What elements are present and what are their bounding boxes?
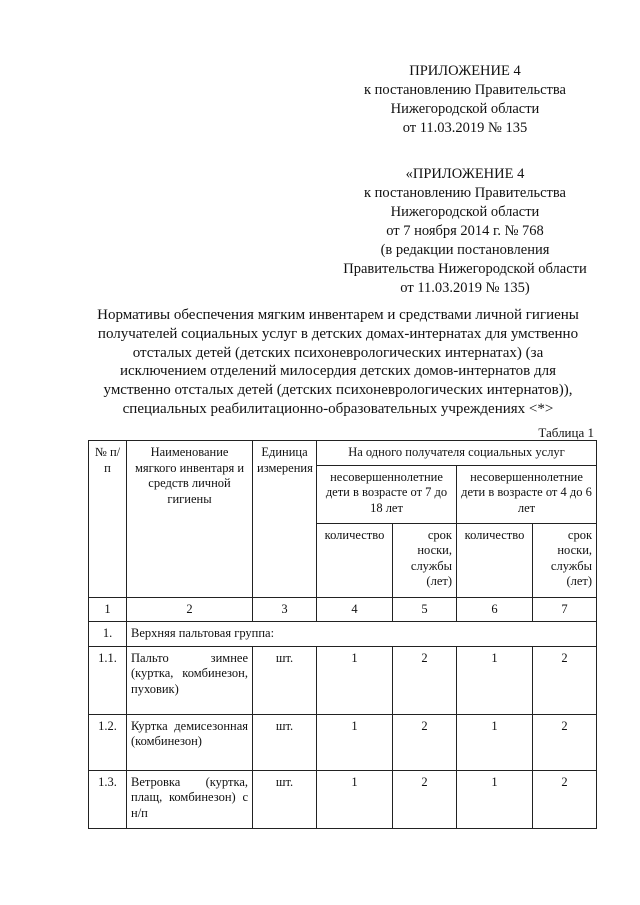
row-qty-4-6: 1 (457, 714, 533, 770)
appendix-title: ПРИЛОЖЕНИЕ 4 (409, 63, 521, 79)
row-unit: шт. (253, 770, 317, 828)
appendix-line: Нижегородской области (390, 204, 540, 220)
heading-line: Нормативы обеспечения мягким инвентарем и средствами личной гигиены (97, 307, 579, 323)
appendix-current-header (340, 62, 590, 138)
norms-table (88, 440, 597, 829)
appendix-line: Правительства Нижегородской области (343, 261, 587, 277)
appendix-title: «ПРИЛОЖЕНИЕ 4 (405, 166, 525, 182)
section-title: Верхняя пальтовая группа: (127, 622, 597, 647)
heading-line: получателей социальных услуг в детских домах-интернатах для умственно (97, 325, 579, 342)
header-unit: Единица измерения (253, 441, 317, 598)
column-number: 5 (393, 597, 457, 622)
row-term-4-6: 2 (533, 770, 597, 828)
appendix-line: Нижегородской области (390, 101, 540, 117)
row-num: 1.2. (89, 714, 127, 770)
row-qty-7-18: 1 (317, 770, 393, 828)
table-label: Таблица 1 (538, 425, 594, 440)
column-number: 3 (253, 597, 317, 622)
row-term-7-18: 2 (393, 770, 457, 828)
row-name: Пальто зимнее (куртка, комбинезон, пуховик) (127, 646, 253, 714)
row-unit: шт. (253, 714, 317, 770)
appendix-line: от 11.03.2019 № 135) (400, 280, 530, 296)
header-group-4-6: несовершеннолетние дети в возрасте от 4 до 6 лет (457, 465, 597, 523)
header-row (89, 441, 597, 466)
column-number: 6 (457, 597, 533, 622)
row-unit: шт. (253, 646, 317, 714)
heading-line: отсталых детей (детских психоневрологических интернатах) (за (132, 344, 544, 361)
column-number: 1 (89, 597, 127, 622)
table-row (89, 714, 597, 770)
heading-line: специальных реабилитационно-образовательных учреждениях <*> (122, 400, 554, 417)
header-per-recipient: На одного получателя социальных услуг (317, 441, 597, 466)
header-num: № п/п (89, 441, 127, 598)
row-name: Куртка демисезонная (комбинезон) (127, 714, 253, 770)
appendix-line: (в редакции постановления (380, 242, 550, 258)
header-qty: количество (317, 523, 393, 597)
row-term-7-18: 2 (393, 646, 457, 714)
row-qty-4-6: 1 (457, 646, 533, 714)
row-qty-7-18: 1 (317, 646, 393, 714)
appendix-original-header (320, 165, 610, 298)
column-number: 2 (127, 597, 253, 622)
table-row (89, 770, 597, 828)
appendix-line: к постановлению Правительства (364, 82, 566, 98)
header-group-7-18: несовершеннолетние дети в возрасте от 7 до 18 лет (317, 465, 457, 523)
appendix-line: к постановлению Правительства (364, 185, 566, 201)
column-number: 7 (533, 597, 597, 622)
heading-line: умственно отсталых детей (детских психоневрологических интернатов)), (103, 382, 573, 399)
appendix-line: от 11.03.2019 № 135 (402, 120, 528, 136)
heading-line: исключением отделений милосердия детских домов-интернатов для (119, 363, 557, 380)
row-qty-7-18: 1 (317, 714, 393, 770)
appendix-line: от 7 ноября 2014 г. № 768 (386, 223, 544, 239)
document-heading (88, 306, 588, 419)
row-term-4-6: 2 (533, 646, 597, 714)
row-term-7-18: 2 (393, 714, 457, 770)
column-number-row (89, 597, 597, 622)
header-term: срок носки, службы (лет) (533, 523, 597, 597)
section-row (89, 622, 597, 647)
header-term: срок носки, службы (лет) (393, 523, 457, 597)
header-qty: количество (457, 523, 533, 597)
section-num: 1. (89, 622, 127, 647)
row-name: Ветровка (куртка, плащ, комбинезон) с н/п (127, 770, 253, 828)
row-num: 1.1. (89, 646, 127, 714)
row-qty-4-6: 1 (457, 770, 533, 828)
row-term-4-6: 2 (533, 714, 597, 770)
table-row (89, 646, 597, 714)
header-name: Наименование мягкого инвентаря и средств личной гигиены (127, 441, 253, 598)
row-num: 1.3. (89, 770, 127, 828)
column-number: 4 (317, 597, 393, 622)
